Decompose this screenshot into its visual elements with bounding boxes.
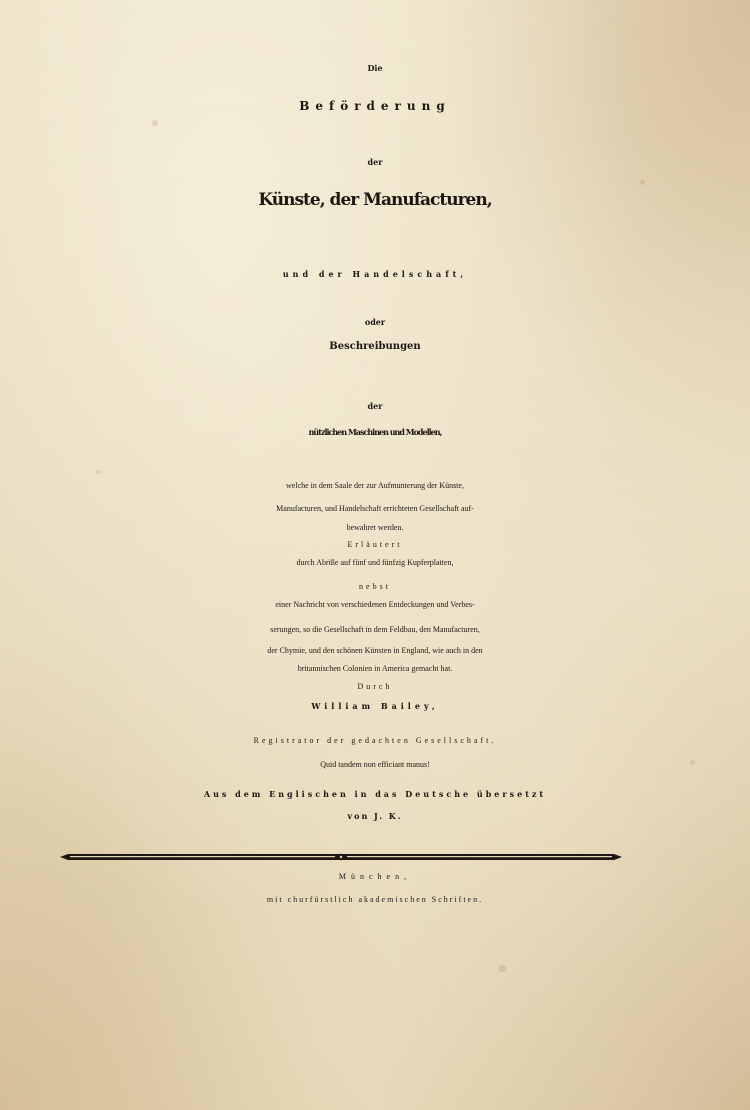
nachricht-line-4: britannischen Colonien in America gemacht hat. (297, 664, 453, 673)
motto-line: Quid tandem non efficiant manus! (320, 760, 430, 769)
title-line-der-1: der (367, 157, 383, 167)
imprint-city: München, (338, 872, 412, 881)
foxing-spot (152, 120, 158, 126)
nachricht-line-1: einer Nachricht von verschiedenen Entdeckungen und Verbes- (275, 600, 475, 609)
author-name: William Bailey, (311, 701, 439, 711)
title-line-die: Die (367, 63, 383, 73)
author-role: Registrator der gedachten Gesellschaft. (253, 736, 497, 745)
nachricht-line-3: der Chymie, und den schönen Künsten in England, wie auch in den (267, 646, 483, 655)
nachricht-line-2: serungen, so die Gesellschaft in dem Feldbau, den Manufacturen, (270, 625, 480, 634)
translation-line: Aus dem Englischen in das Deutsche übersetzt (203, 789, 547, 799)
nebst-line: nebst (359, 582, 391, 591)
foxing-spot (498, 965, 507, 972)
description-line-2: Manufacturen, und Handelschaft errichteten Gesellschaft auf- (276, 504, 474, 513)
title-line-maschinen: nützlichen Maschinen und Modellen, (308, 427, 442, 437)
erlaeutert-line: Erläutert (347, 540, 403, 549)
description-line-3: bewahret werden. (346, 523, 404, 532)
imprint-publisher: mit churfürstlich akademischen Schriften. (266, 895, 484, 904)
ornamental-rule (60, 852, 622, 861)
description-line-1: welche in dem Saale der zur Aufmunterung der Künste, (286, 481, 464, 490)
title-line-oder: oder (364, 317, 386, 327)
title-line-befoerderung: Beförderung (299, 99, 451, 113)
foxing-spot (96, 470, 100, 474)
title-line-handelschaft: und der Handelschaft, (282, 269, 468, 279)
translator-line: von J. K. (347, 811, 403, 821)
title-line-der-2: der (367, 401, 383, 411)
title-line-beschreibungen: Beschreibungen (329, 341, 421, 352)
durch-line: Durch (357, 682, 393, 691)
abrisse-line: durch Abriße auf fünf und fünfzig Kupferplatten, (296, 558, 454, 567)
title-line-kuenste: Künste, der Manufacturen, (258, 190, 492, 210)
foxing-spot (640, 180, 645, 185)
